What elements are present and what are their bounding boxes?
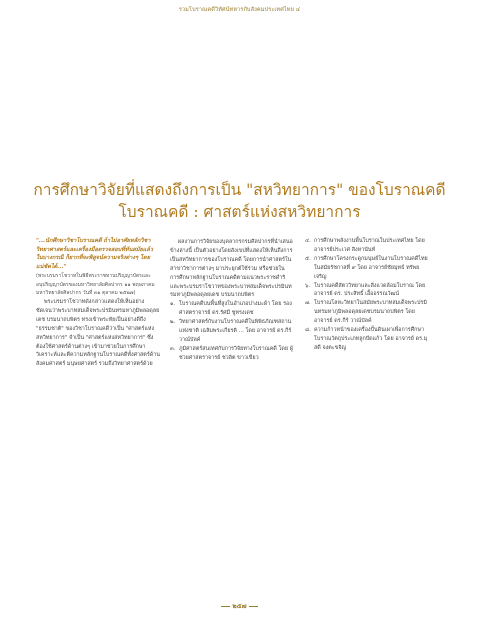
list-number: ๕. [305, 255, 311, 262]
research-list-part-2 [305, 237, 431, 353]
list-text: โบราณคดีบนพื้นที่สูงในอำเภอปางมะผ้า โดย รองศาสตราจารย์ ดร.รัศมี ชูทรงเดช [179, 301, 292, 317]
list-number: ๑. [170, 301, 176, 308]
folio-dash-right [249, 606, 258, 607]
list-text: วิทยาศาสตร์กับงานโบราณคดีในพิพิธภัณฑสถานแห่งชาติ เฉลิมพระเกียรติ ... โดย อาจารย์ ดร.กีร์ วาณ์บัลค์ [179, 319, 292, 343]
text-column-1 [36, 237, 160, 369]
article-title-line-1: การศึกษาวิจัยที่แสดงถึงการเป็น "สหวิทยาการ" ของโบราณคดี [33, 181, 446, 199]
list-number: ๓. [170, 345, 176, 352]
list-number: ๖. [305, 282, 311, 289]
royal-quote: "...นักศึกษาวิชาโบราณคดี ถ้าไม่อาศัยหลักวิชาวิทยาศาสตร์และเครื่องมือตรวจสอบที่ทันสมัยแล้ว ในบางกรณี ก็ยากที่จะพิสูจน์ความจริงต่างๆ โดยแน่ชัดได้..." [36, 238, 153, 270]
list-text: การศึกษาพลังงานพื้นโบราณในประเทศไทย โดย อาจารย์ประเวศ สิงหานันท์ [314, 238, 425, 253]
list-item [170, 345, 293, 363]
list-text: ความก้าวหน้าของเครื่องปั้นดินเผาเพื่อการศึกษาโบราณวัตถุประเภทลูกปัดแก้ว โดย อาจารย์ ดร.มุสดี จงตะขจิญ [314, 327, 428, 351]
list-number: ๔. [305, 238, 311, 244]
page-number-text: ๒๕๗ [232, 602, 247, 610]
list-item [305, 255, 431, 282]
list-item [170, 318, 293, 345]
list-text: การศึกษาโครงกระดูกมนุษย์ในงานโบราณคดีไทยในสมัยรัชกาลที่ ๙ โดย อาจารย์ชัยมุทธ์ ทรัพยเจริญ [314, 255, 428, 280]
list-item [305, 282, 431, 300]
folio-dash-left [221, 606, 230, 607]
text-column-3 [305, 237, 431, 353]
list-number: ๒. [170, 319, 176, 326]
list-item [305, 299, 431, 326]
list-number: ๗. [305, 300, 311, 307]
research-list-part-1 [170, 300, 293, 362]
list-item [305, 237, 431, 255]
article-title-line-2: โบราณคดี : ศาสตร์แห่งสหวิทยาการ [118, 203, 361, 221]
running-header: รวมโบราณคดีวิทัศน์ทหารกับสังคมประเทศไทย ๔ [178, 7, 301, 13]
list-text: ภูมิศาสตร์สนเทศกับการวิจัยทางโบราณคดี โดย ผู้ช่วยศาสตราจารย์ ชวลิต ขาวเขียว [179, 345, 293, 361]
quote-source: (พระบรมราโชวาทในพิธีพระราชทานปริญญาบัตรและอนุปริญญาบัตรของมหาวิทยาลัยศิลปากร ๑๑ พฤษภาคม มหาวิทยาลัยศิลปากร วันที่ ๓๑ ตุลาคม ๒๕๒๗) [36, 273, 155, 296]
intro-paragraph: ผลงานการวิจัยของบุคลากรกรมศิลปากรที่นำเสนอข้างล่างนี้ เป็นตัวอย่างโดยสังเขปที่แสดงให้เห็นถึงการเป็นสหวิทยาการของโบราณคดี โดยการนำศาสตร์ในสาขาวิชาการต่างๆ มาประยุกต์ใช้ร่วม หรือช่วยในการศึกษาหลักฐานโบราณคดีตามแนวพระราชดำริและพระบรมราโชวาทของพระบาทสมเด็จพระปรมินทรมหาภูมิพลอดุลยเดช บรมนาถบพิตร [170, 239, 293, 299]
list-number: ๘. [305, 327, 311, 334]
list-item [305, 326, 431, 353]
page-number [0, 600, 479, 611]
list-text: โบราณโลหะวิทยาในสมัยพระบาทสมเด็จพระปรมินทรมหาภูมิพลอดุลยเดชบรมนาถบพิตร โดย อาจารย์ ดร.กีร์ วาณ์บัลค์ [314, 300, 427, 325]
list-text: โบราณคดีสัตววิทยาและสิ่งแวดล้อมโบราณ โดย อาจารย์ ดร. ประสิทธิ์ เอื้ออรรณวัฒน์ [314, 282, 426, 298]
body-paragraph: พระบรมราโชวาทดังกล่าวแสดงให้เห็นอย่างชัดเจนว่าพระบาทสมเด็จพระปรมินทรมหาภูมิพลอดุลยเดช บรมนาถบพิตร ทรงเข้าพระทัยเป็นอย่างดีถึง "ธรรมชาติ" ของวิชาโบราณคดีว่าเป็น "ศาสตร์แห่งสหวิทยาการ" จำเป็น "ศาสตร์แห่งสหวิทยาการ" ซึ่งต้องใช้ศาสตร์ด้านต่างๆ เข้ามาช่วยในการศึกษาวิเคราะห์และตีความหลักฐานโบราณคดีทั้งศาสตร์ด้านสังคมศาสตร์ มนุษยศาสตร์ รวมถึงวิทยาศาสตร์ด้วย [36, 298, 160, 368]
list-item [170, 300, 293, 318]
text-column-2 [170, 237, 293, 363]
